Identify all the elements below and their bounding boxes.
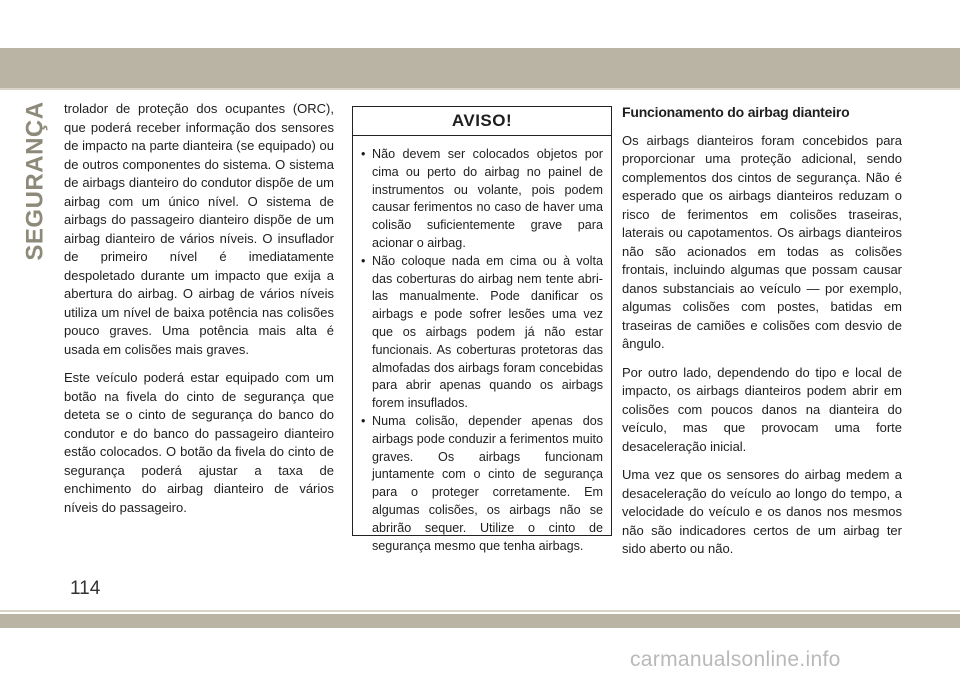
paragraph: trolador de proteção dos ocupantes (ORC), que poderá receber informação dos sensores de impacto na parte dianteira (se equipado) ou de outros componentes do sistema. O sistema de airbags dianteiro do condutor dispõe de um airbag com um único nível. O sistema de airbags do passageiro dianteiro dispõe de um airbag dianteiro de vários níveis. O insuflador de primeiro nível é imediatamente despoletado durante um impacto que exija a abertura do airbag. O airbag de vários níveis utiliza um nível de baixa potência nas colisões pouco graves. Uma potência mais alta é usada em colisões mais graves.: [64, 101, 334, 357]
warning-item-text: Numa colisão, depender apenas dos airbags pode conduzir a ferimentos muito graves. Os airbags funcionam juntamente com o cinto de segurança para o proteger corretamente. Em algumas colisões, os airbags não se abrirão sequer. Utilize o cinto de segurança mesmo que tenha airbags.: [372, 413, 604, 553]
paragraph: Uma vez que os sensores do airbag medem a desaceleração do veículo ao longo do tempo, a velocidade do veículo e os danos nos mesmos não são indicadores certos de um airbag ter sido aberto ou não.: [622, 467, 902, 556]
section-tab: [21, 96, 51, 266]
paragraph: Este veículo poderá estar equipado com um botão na fivela do cinto de segurança que deteta se o cinto de segurança do banco do condutor e do banco do passageiro dianteiro estão colocados. O botão da fivela do cinto de segurança poderá ajustar a taxa de enchimento do airbag dianteiro de vários níveis do passageiro.: [64, 370, 334, 515]
watermark-text: carmanualsonline.info: [630, 648, 841, 671]
section-tab-label: SEGURANÇA: [22, 101, 49, 261]
warning-title: AVISO!: [353, 107, 611, 136]
warning-list: [353, 136, 611, 555]
text-column-left: [64, 100, 334, 527]
section-heading: Funcionamento do airbag dianteiro: [622, 104, 850, 120]
page-number: 114: [70, 578, 101, 599]
header-divider: [0, 88, 960, 90]
footer-divider: [0, 610, 960, 612]
warning-item-text: Não coloque nada em cima ou à volta das coberturas do airbag nem tente abri-las manualmente. Pode danificar os airbags e pode sofrer lesões uma vez que os airbags podem já não estar funcionais. As coberturas protetoras das almofadas dos airbags foram concebidas para abrir apenas quando os airbags forem insuflados.: [372, 253, 603, 411]
warning-item-text: Não devem ser colocados objetos por cima ou perto do airbag no painel de instrumentos ou volante, pois podem causar ferimentos no caso de haver uma colisão suficientemente grave para acionar o airbag.: [372, 147, 603, 250]
warning-item: [361, 146, 603, 253]
bullet-icon: •: [361, 147, 366, 161]
header-band: [0, 48, 960, 88]
warning-item: [361, 253, 603, 413]
paragraph: Por outro lado, dependendo do tipo e local de impacto, os airbags dianteiros podem abrir em colisões com poucos danos na dianteira do veículo, mas que provocam uma forte desaceleração inicial.: [622, 364, 902, 454]
warning-item: [361, 413, 603, 555]
bullet-icon: •: [361, 413, 366, 428]
text-column-right: [622, 103, 902, 569]
paragraph: Os airbags dianteiros foram concebidos para proporcionar uma proteção adicional, sendo complementos dos cintos de segurança. Não é esperado que os airbags dianteiros reduzam o risco de ferimentos em colisões traseiras, laterais ou capotamentos. Os airbags dianteiros não são acionados em todas as colisões frontais, incluindo algumas que possam causar danos substanciais ao veículo — por exemplo, algumas colisões com postes, batidas em traseiras de camiões e colisões com desvio de ângulo.: [622, 132, 902, 351]
footer-band: [0, 614, 960, 628]
bullet-icon: •: [361, 253, 366, 268]
warning-box: [352, 106, 612, 553]
